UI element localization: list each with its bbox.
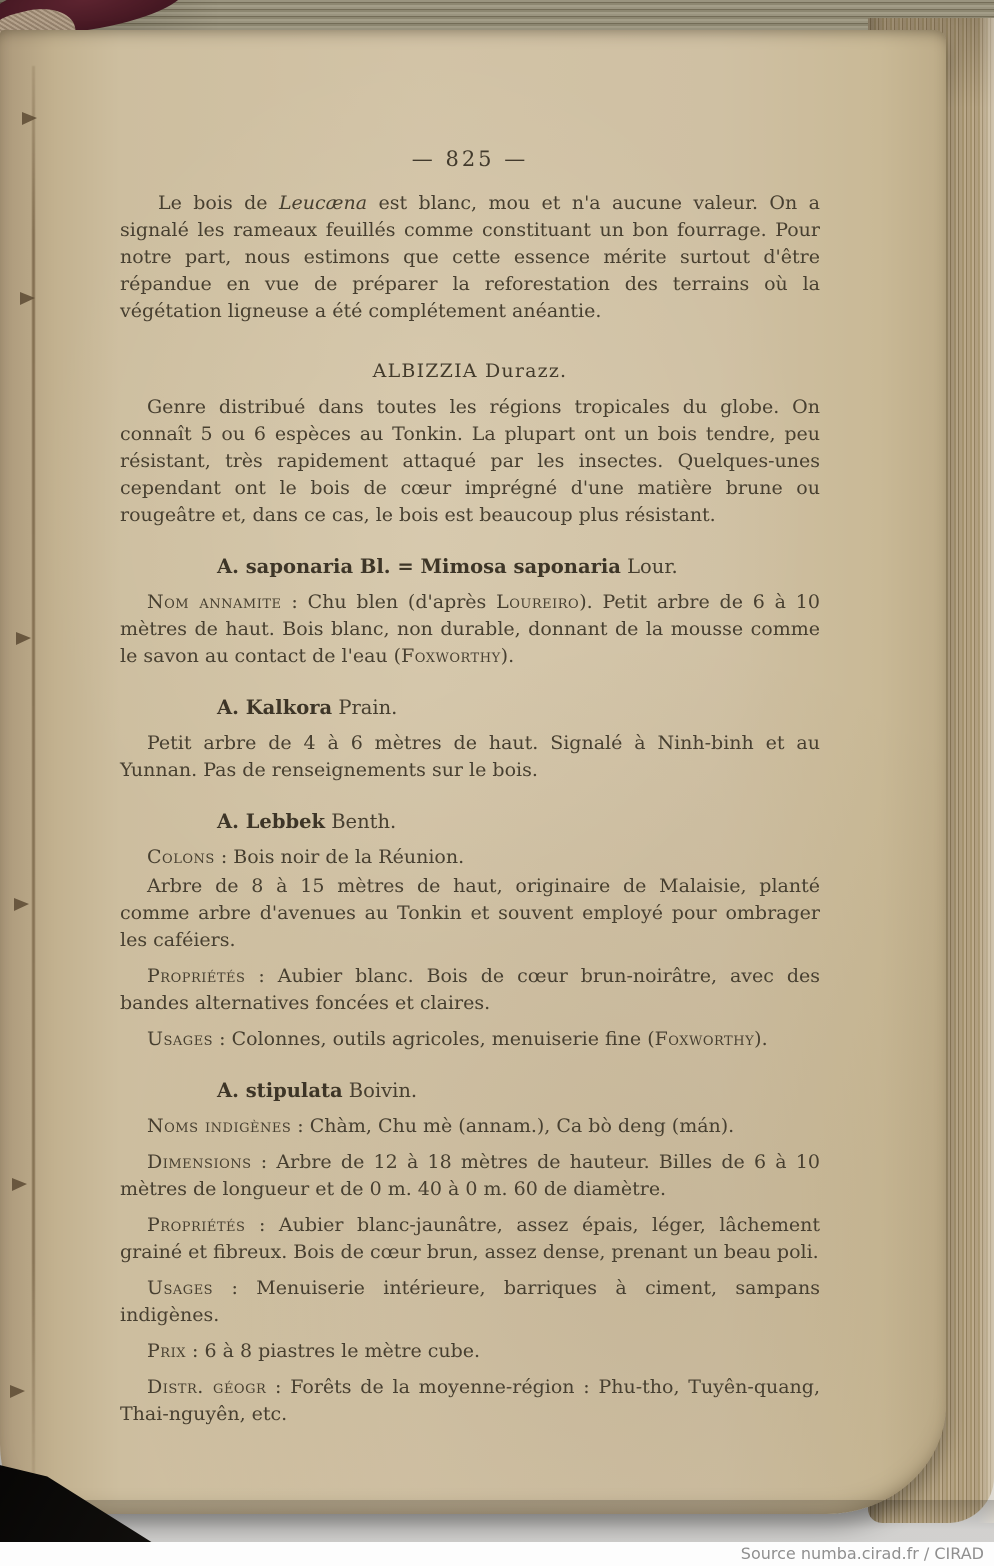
genus-heading (120, 358, 820, 385)
binding-crease (32, 66, 35, 1474)
paragraph (120, 1113, 820, 1140)
text-block (120, 30, 820, 1428)
text-segment: : Colonnes, outils agricoles, menuiserie fine ( (213, 1028, 655, 1050)
text-segment: Distr. géogr (147, 1376, 267, 1398)
text-segment: Noms indigènes (147, 1115, 292, 1137)
paragraph (120, 1374, 820, 1428)
stitch-mark (14, 898, 29, 911)
text-segment: : Forêts de la moyenne-région : Phu-tho, Tuyên-quang, Thai-nguyên, etc. (120, 1376, 820, 1425)
text-segment: A. Lebbek (217, 810, 326, 833)
page-drop-shadow (0, 1500, 994, 1542)
text-segment: ALBIZZIA (372, 360, 478, 382)
text-segment: Leucæna (278, 192, 368, 214)
text-segment: est blanc, mou et n'a aucune valeur. On a signalé les rameaux feuillés comme constituant un bon fourrage. Pour notre part, nous estimons que cette essence mérite surtout d'être répandue en vue de préparer la reforestation des terrains où la végétation ligneuse a été complétement anéantie. (120, 192, 820, 322)
text-segment: : Bois noir de la Réunion. (214, 846, 465, 868)
paragraph (120, 1338, 820, 1365)
text-segment: Lour. (620, 555, 678, 578)
paragraph (120, 1026, 820, 1053)
species-heading (120, 808, 820, 835)
stitch-mark (16, 632, 31, 645)
species-heading (120, 553, 820, 580)
paragraph (120, 873, 820, 954)
stitch-mark (12, 1178, 27, 1191)
text-segment: Colons (147, 846, 215, 868)
text-segment: Genre distribué dans toutes les régions tropicales du globe. On connaît 5 ou 6 espèces au Tonkin. La plupart ont un bois tendre, peu résistant, très rapidement attaqué par les insectes. Quelques-unes cependant ont le bois de cœur imprégné d'une matière brune ou rougeâtre et, dans ce cas, le bois est beaucoup plus résistant. (120, 396, 820, 526)
text-segment: : Arbre de 12 à 18 mètres de hauteur. Billes de 6 à 10 mètres de longueur et de 0 m. 40 à 0 m. 60 de diamètre. (120, 1151, 820, 1200)
text-segment: Dimensions (147, 1151, 252, 1173)
text-segment: Benth. (325, 810, 397, 833)
paragraph (120, 190, 820, 325)
stitch-mark (20, 292, 35, 305)
text-segment: A. Kalkora (217, 696, 333, 719)
text-segment: Usages (147, 1028, 214, 1050)
text-segment: : 6 à 8 piastres le mètre cube. (185, 1340, 481, 1362)
paragraph (120, 589, 820, 670)
text-segment: Prix (147, 1340, 186, 1362)
text-segment: ). (754, 1028, 768, 1050)
text-segment: Petit arbre de 4 à 6 mètres de haut. Signalé à Ninh-binh et au Yunnan. Pas de renseignements sur le bois. (120, 732, 820, 781)
page-number: — 825 — (411, 147, 529, 171)
scanned-page (0, 30, 946, 1514)
paragraph (120, 963, 820, 1017)
text-segment: A. stipulata (217, 1079, 343, 1102)
source-attribution-text: Source numba.cirad.fr / CIRAD (740, 1544, 984, 1563)
text-segment: : Chàm, Chu mè (annam.), Ca bò deng (mán). (291, 1115, 735, 1137)
text-segment: Nom annamite (147, 591, 282, 613)
paragraph (120, 1212, 820, 1266)
attribution-bar (0, 1542, 994, 1566)
text-segment: ). Petit arbre de 6 à 10 mètres de haut. Bois blanc, non durable, donnant de la mousse comme le savon au contact de l'eau ( (120, 591, 820, 667)
text-segment: A. saponaria Bl. = Mimosa saponaria (217, 555, 621, 578)
species-heading (120, 694, 820, 721)
text-segment: Loureiro (496, 591, 580, 613)
stitch-mark (22, 112, 37, 125)
text-segment: Prain. (332, 696, 398, 719)
text-segment: Propriétés (147, 1214, 246, 1236)
paragraph (120, 1149, 820, 1203)
text-segment: Foxworthy (401, 645, 501, 667)
paragraph (120, 730, 820, 784)
paragraph (120, 844, 820, 871)
text-segment: Boivin. (342, 1079, 418, 1102)
paragraph (120, 1275, 820, 1329)
text-segment: : Aubier blanc. Bois de cœur brun-noirâtre, avec des bandes alternatives foncées et claires. (120, 965, 820, 1014)
stitch-mark (10, 1385, 25, 1398)
text-segment: Durazz. (477, 360, 568, 382)
text-segment: : Menuiserie intérieure, barriques à ciment, sampans indigènes. (120, 1277, 820, 1326)
text-segment: Foxworthy (654, 1028, 755, 1050)
paragraph (120, 394, 820, 529)
text-segment: Arbre de 8 à 15 mètres de haut, originaire de Malaisie, planté comme arbre d'avenues au Tonkin et souvent employé pour ombrager les caféiers. (120, 875, 820, 951)
text-segment: Usages (147, 1277, 214, 1299)
text-segment: Le bois de (158, 192, 279, 214)
text-segment: ). (500, 645, 515, 667)
text-segment: : Chu blen (d'après (281, 591, 497, 613)
species-heading (120, 1077, 820, 1104)
text-segment: Propriétés (147, 965, 246, 987)
text-segment: : Aubier blanc-jaunâtre, assez épais, léger, lâchement grainé et fibreux. Bois de cœur brun, assez dense, prenant un beau poli. (120, 1214, 820, 1263)
